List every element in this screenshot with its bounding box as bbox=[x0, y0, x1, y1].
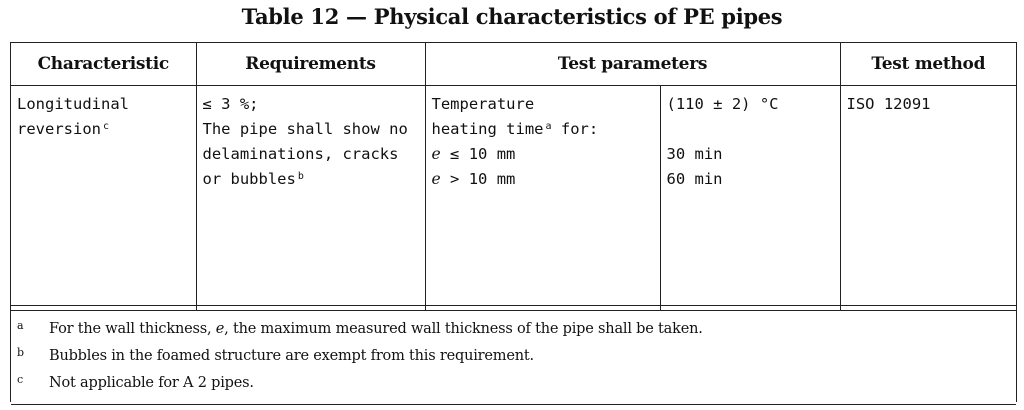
footnote-a-var: e bbox=[215, 320, 225, 337]
footnote-ref-b: b bbox=[297, 171, 304, 182]
heating-label-before: heating time bbox=[431, 120, 544, 138]
table-row bbox=[11, 86, 1016, 311]
cell-parameter-labels bbox=[425, 86, 660, 311]
characteristic-line-2-text: reversion bbox=[17, 120, 101, 138]
heating-label-after: for: bbox=[560, 120, 599, 138]
pe-pipes-table bbox=[10, 42, 1017, 402]
footnotes bbox=[11, 305, 1016, 405]
characteristic-line-2 bbox=[17, 117, 190, 142]
footnote-b bbox=[11, 342, 1016, 369]
requirement-line-4 bbox=[203, 167, 419, 192]
table-title: Table 12 — Physical characteristics of PE pipes bbox=[241, 4, 783, 29]
thick-wall-var: e bbox=[431, 170, 441, 188]
thin-wall-condition-text: ≤ 10 mm bbox=[450, 145, 516, 163]
header-row bbox=[11, 43, 1016, 86]
temperature-value: (110 ± 2) °C bbox=[666, 95, 779, 113]
spacer bbox=[667, 117, 834, 142]
footnote-mark-c: c bbox=[17, 373, 23, 386]
header-test-method: Test method bbox=[840, 43, 1016, 86]
footnote-mark-b: b bbox=[17, 346, 24, 359]
heating-time-label bbox=[432, 117, 654, 142]
footnote-a-before: For the wall thickness, bbox=[49, 320, 216, 337]
footnote-a-after: , the maximum measured wall thickness of the pipe shall be taken. bbox=[224, 320, 703, 337]
cell-characteristic bbox=[11, 86, 196, 311]
characteristic-line-1: Longitudinal bbox=[17, 95, 129, 113]
footnote-a bbox=[11, 315, 1016, 342]
footnote-mark-a: a bbox=[17, 319, 24, 332]
footnote-text-a bbox=[49, 321, 703, 337]
cell-requirements bbox=[196, 86, 425, 311]
requirement-limit: ≤ 3 %; bbox=[202, 95, 259, 113]
requirement-line-3: delaminations, cracks bbox=[202, 145, 399, 163]
footnote-text-c: Not applicable for A 2 pipes. bbox=[49, 374, 254, 391]
cell-test-method bbox=[840, 86, 1016, 311]
cell-parameter-values bbox=[660, 86, 840, 311]
temperature-label: Temperature bbox=[431, 95, 535, 113]
footnote-ref-a: a bbox=[545, 121, 552, 132]
header-characteristic: Characteristic bbox=[11, 43, 196, 86]
footnote-text-b: Bubbles in the foamed structure are exempt from this requirement. bbox=[49, 347, 534, 364]
header-test-parameters: Test parameters bbox=[425, 43, 840, 86]
test-method-value: ISO 12091 bbox=[846, 95, 931, 113]
thin-wall-condition bbox=[432, 142, 654, 167]
requirement-line-2: The pipe shall show no bbox=[202, 120, 408, 138]
header-requirements: Requirements bbox=[196, 43, 425, 86]
footnote-c bbox=[11, 369, 1016, 396]
requirement-line-4-text: or bubbles bbox=[202, 170, 296, 188]
thick-wall-condition bbox=[432, 167, 654, 192]
characteristics-grid bbox=[11, 42, 1016, 311]
thick-wall-time: 60 min bbox=[666, 170, 723, 188]
footnote-ref-c: c bbox=[103, 121, 110, 132]
thick-wall-condition-text: > 10 mm bbox=[450, 170, 516, 188]
thin-wall-time: 30 min bbox=[666, 145, 723, 163]
thin-wall-var: e bbox=[431, 145, 441, 163]
